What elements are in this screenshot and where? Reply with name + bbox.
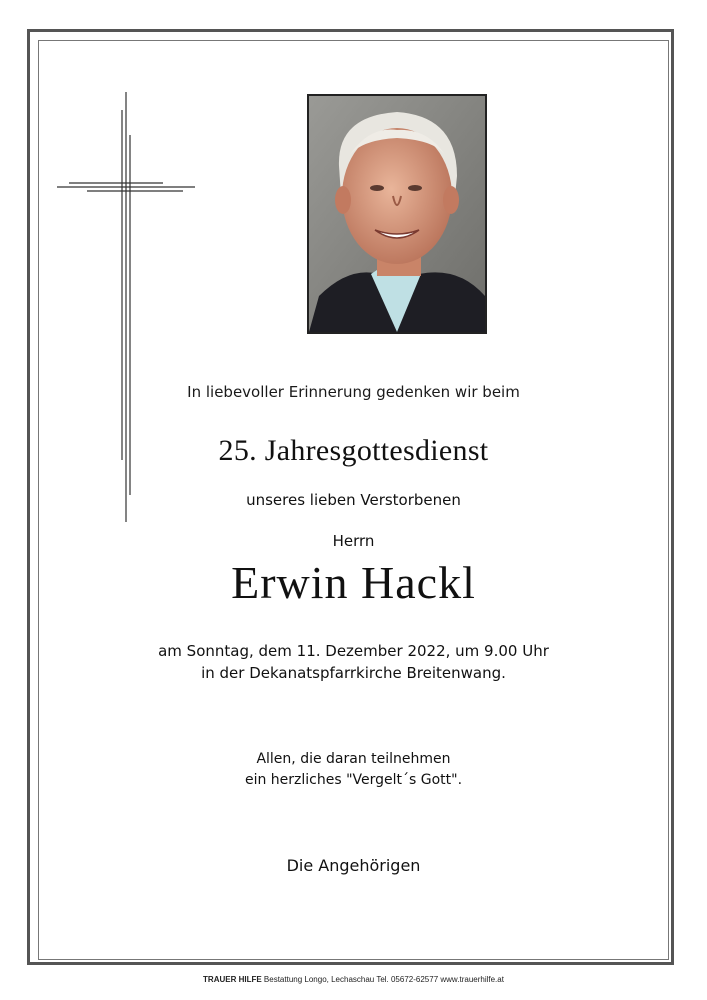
footer — [0, 975, 707, 984]
footer-brand: TRAUER HILFE — [203, 975, 262, 984]
occasion-title: 25. Jahresgottesdienst — [218, 434, 489, 467]
thanks-line-1: Allen, die daran teilnehmen — [256, 751, 451, 767]
portrait-photo — [307, 94, 487, 334]
intro-text: In liebevoller Erinnerung gedenken wir beim — [187, 383, 520, 401]
salutation-text: Herrn — [332, 532, 375, 550]
date-line: am Sonntag, dem 11. Dezember 2022, um 9.00 Uhr — [158, 642, 549, 660]
footer-details: Bestattung Longo, Lechaschau Tel. 05672-62577 www.trauerhilfe.at — [261, 975, 504, 984]
location-line: in der Dekanatspfarrkirche Breitenwang. — [201, 664, 506, 682]
thanks-line-2: ein herzliches "Vergelt´s Gott". — [244, 772, 463, 788]
deceased-intro-text: unseres lieben Verstorbenen — [246, 491, 461, 509]
signature-text: Die Angehörigen — [286, 856, 421, 875]
deceased-name: Erwin Hackl — [231, 557, 476, 608]
